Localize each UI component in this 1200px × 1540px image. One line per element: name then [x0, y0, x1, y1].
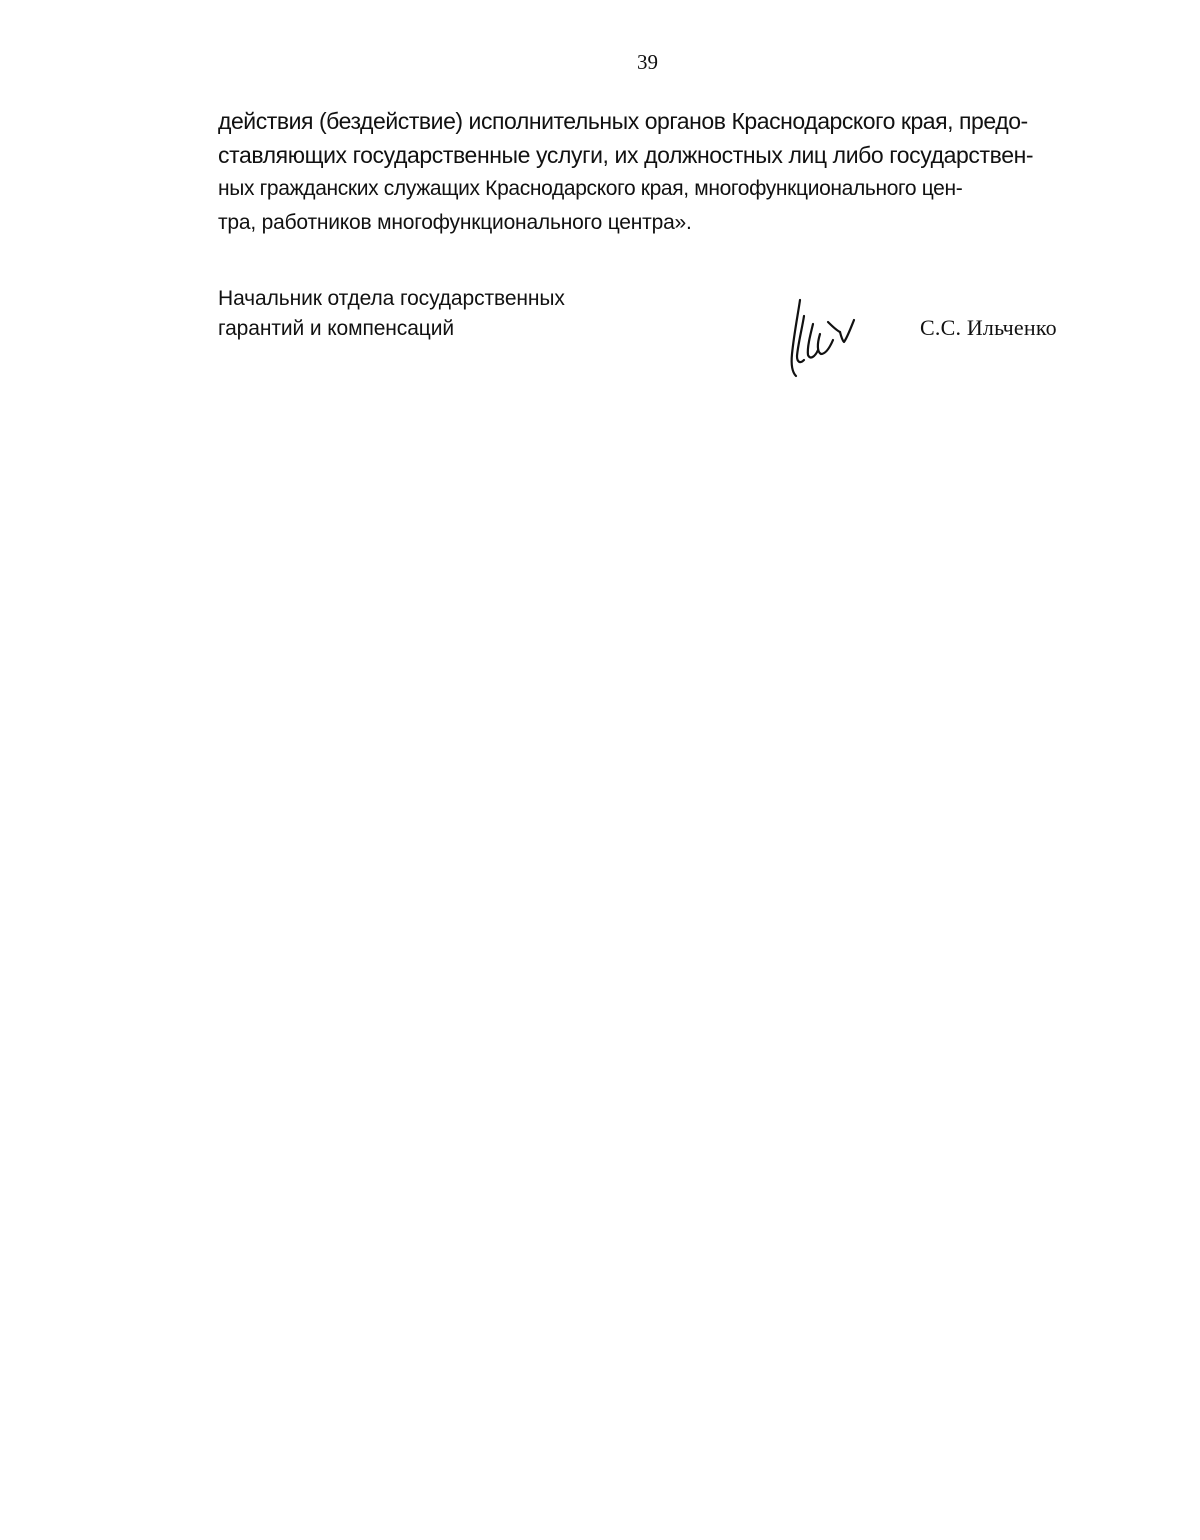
signature-block — [218, 284, 1088, 384]
page-number: 39 — [637, 50, 658, 74]
body-text-line: ставляющих государственные услуги, их должностных лиц либо государствен- — [218, 142, 1034, 168]
signer-position-line: гарантий и компенсаций — [218, 317, 454, 340]
body-text-line: действия (бездействие) исполнительных органов Краснодарского края, предо- — [218, 108, 1028, 134]
document-body-text — [218, 104, 1080, 240]
handwritten-signature-icon — [784, 294, 864, 380]
signer-position-line: Начальник отдела государственных — [218, 287, 565, 310]
body-text-line: ных гражданских служащих Краснодарского края, многофункционального цен- — [218, 177, 963, 200]
signer-position — [218, 284, 565, 344]
body-text-line: тра, работников многофункционального центра». — [218, 211, 692, 234]
signer-name: С.С. Ильченко — [920, 315, 1057, 340]
